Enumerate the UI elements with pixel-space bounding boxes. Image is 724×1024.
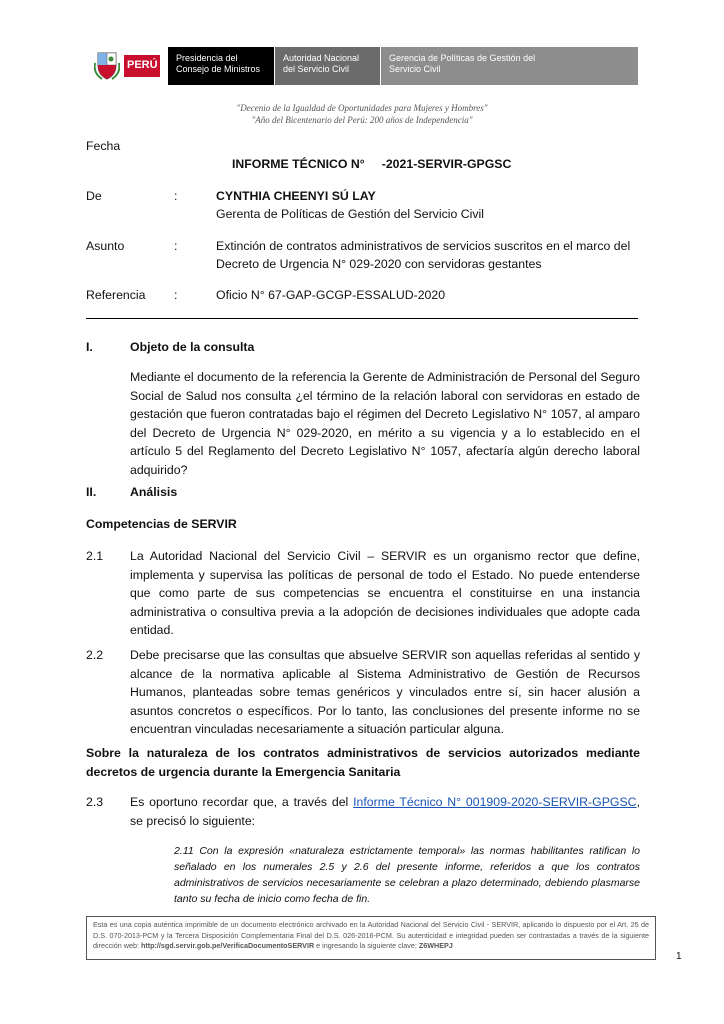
p22-text: Debe precisarse que las consultas que absuelve SERVIR son aquellas referidas al sentido y alcance de la normativa aplicable al Sistema Administrativo de Gestión de Recursos Humanos, planteadas sobre temas genéricos y vinculados entre sí, sin hacer alusión a asuntos concretos o específicos. Por lo tanto, las conclusiones del presente informe no se encuentran vinculadas necesariamente a situación particular alguna. — [130, 648, 640, 736]
section1-title: Objeto de la consulta — [130, 340, 255, 354]
quoted-text: 2.11 Con la expresión «naturaleza estrictamente temporal» las normas habilitantes ratifican lo señalado en los numerales 2.5 y 2.6 del presente informe, referidos a que los contratos administrativos de servicios necesariamente se celebran a plazo determinado, debiendo plasmarse tanto su fecha de inicio como fecha de fin. — [174, 845, 640, 905]
header-block-pcm-line1: Presidencia del — [176, 53, 238, 63]
asunto-line2: Decreto de Urgencia N° 029-2020 con servidoras gestantes — [216, 257, 542, 271]
header-block-pcm — [168, 47, 274, 85]
page-number: 1 — [676, 951, 682, 962]
divider — [86, 318, 638, 319]
header-block-gerencia-line2: Servicio Civil — [389, 64, 441, 74]
header-block-gerencia-line1: Gerencia de Políticas de Gestión del — [389, 53, 536, 63]
section2-title: Análisis — [130, 485, 178, 499]
naturaleza-heading: Sobre la naturaleza de los contratos administrativos de servicios autorizados mediante decretos de urgencia durante la Emergencia Sanitaria — [86, 746, 640, 779]
competencias-heading: Competencias de SERVIR — [86, 517, 237, 531]
informe-tecnico-link[interactable]: Informe Técnico N° 001909-2020-SERVIR-GPGSC — [353, 795, 637, 809]
p21-text: La Autoridad Nacional del Servicio Civil – SERVIR es un organismo rector que define, implementa y supervisa las políticas de personal de todo el Estado. No puede entenderse que como parte de sus competencias se encuentra el constituirse en una instancia administrativa o consultiva previa a la adopción de decisiones individuales que adopte cada entidad. — [130, 549, 640, 637]
verification-url[interactable]: http://sgd.servir.gob.pe/VerificaDocumentoSERVIR — [140, 941, 315, 950]
section2-number: II. — [86, 485, 97, 499]
section1-number: I. — [86, 340, 93, 354]
header-block-servir — [274, 47, 380, 85]
de-label: De — [86, 189, 102, 203]
peru-brand-mark — [124, 55, 160, 77]
asunto-line1: Extinción de contratos administrativos de servicios suscritos en el marco del — [216, 239, 631, 253]
p23-after: , se precisó lo siguiente: — [130, 795, 640, 828]
header-block-gerencia — [380, 47, 638, 85]
report-title: INFORME TÉCNICO N° -2021-SERVIR-GPGSC — [232, 157, 512, 171]
fecha-label: Fecha — [86, 139, 121, 153]
referencia-value: Oficio N° 67-GAP-GCGP-ESSALUD-2020 — [216, 288, 446, 302]
p23-number: 2.3 — [86, 795, 104, 809]
footer-text: Esta es una copia auténtica imprimible de un documento electrónico archivado en la Autoridad Nacional del Servicio Civil - SERVIR, aplicando lo dispuesto por el Art. 25 de D.S. 070-2013-PCM y la Tercera Disposición Complementaria Final del D.S. 026-2016-PCM. Su autenticidad e integridad pueden ser contrastadas a través de la siguiente dirección web: — [93, 920, 649, 950]
de-role: Gerenta de Políticas de Gestión del Servicio Civil — [216, 207, 484, 221]
header-block-servir-line2: del Servicio Civil — [283, 64, 350, 74]
p21-number: 2.1 — [86, 549, 104, 563]
institution-header — [86, 47, 638, 85]
p23-text — [130, 793, 640, 830]
coat-of-arms-icon — [94, 51, 120, 81]
motto-line2: "Año del Bicentenario del Perú: 200 años de Independencia" — [251, 115, 473, 125]
referencia-colon: : — [174, 288, 178, 302]
p23-before: Es oportuno recordar que, a través del — [130, 795, 354, 809]
peru-logo — [86, 47, 168, 85]
de-name: CYNTHIA CHEENYI SÚ LAY — [216, 189, 376, 203]
asunto-label: Asunto — [86, 239, 125, 253]
decade-mottos — [0, 102, 724, 126]
header-block-pcm-line2: Consejo de Ministros — [176, 64, 261, 74]
section1-body: Mediante el documento de la referencia la Gerente de Administración de Personal del Seguro Social de Salud nos consulta ¿el término de la relación laboral con servidoras en estado de gestación que fueron contratadas bajo el régimen del Decreto Legislativo N° 1057, al amparo del Decreto de Urgencia N° 029-2020, en mérito a su vigencia y a lo establecido en el artículo 5 del Reglamento del Decreto Legislativo N° 1057, afectaría algún derecho laboral adquirido? — [130, 370, 640, 477]
motto-line1: "Decenio de la Igualdad de Oportunidades para Mujeres y Hombres" — [236, 103, 488, 113]
peru-brand-text: PERÚ — [127, 59, 158, 71]
asunto-colon: : — [174, 239, 178, 253]
referencia-label: Referencia — [86, 288, 146, 302]
authenticity-footer — [86, 916, 656, 960]
de-colon: : — [174, 189, 178, 203]
header-block-servir-line1: Autoridad Nacional — [283, 53, 360, 63]
verification-key: Z6WHEPJ — [418, 941, 453, 950]
footer-text-2: e ingresando la siguiente clave: — [314, 941, 419, 950]
p22-number: 2.2 — [86, 648, 104, 662]
